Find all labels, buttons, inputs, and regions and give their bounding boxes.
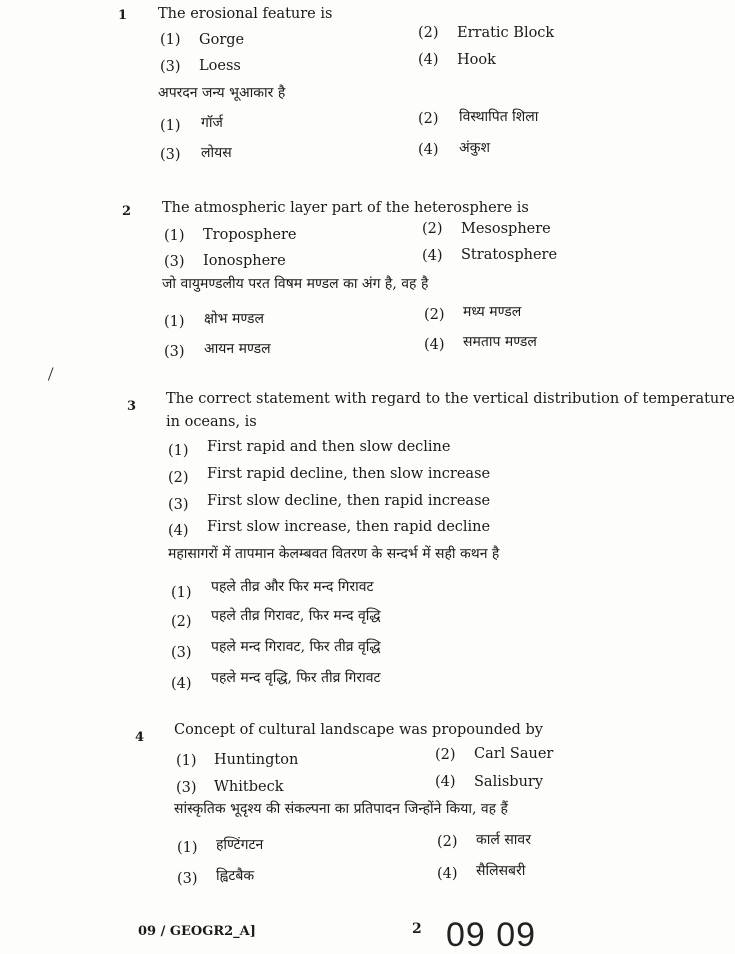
option-number: (2) — [418, 25, 439, 41]
option-number: (1) — [164, 314, 185, 330]
option-number: (1) — [176, 753, 197, 769]
option-text: Mesosphere — [461, 221, 551, 237]
option-text: ह्विटबैक — [216, 868, 255, 884]
option-number: (2) — [422, 221, 443, 237]
paper-stamp: 09 09 — [446, 916, 537, 954]
option-number: (3) — [164, 344, 185, 360]
scan-mark — [48, 367, 59, 383]
option-number: (3) — [160, 59, 181, 75]
option-number: (4) — [168, 523, 189, 539]
option-text: क्षोभ मण्डल — [204, 311, 264, 327]
option-text: Whitbeck — [214, 779, 284, 795]
option-text: पहले तीव्र गिरावट, फिर मन्द वृद्धि — [211, 608, 381, 624]
question-number: 2 — [122, 204, 132, 219]
option-text: Loess — [199, 58, 241, 74]
option-text: कार्ल सावर — [476, 832, 531, 848]
option-text: हण्टिंगटन — [216, 837, 264, 853]
option-number: (1) — [171, 585, 192, 601]
option-text: First rapid decline, then slow increase — [207, 466, 491, 482]
option-number: (4) — [171, 676, 192, 692]
option-number: (4) — [437, 866, 458, 882]
question-number: 3 — [127, 399, 137, 414]
option-number: (3) — [176, 780, 197, 796]
paper-code: 09 / GEOGR2_A] — [138, 924, 256, 939]
option-number: (3) — [160, 147, 181, 163]
option-text: सैलिसबरी — [476, 863, 526, 879]
option-text: विस्थापित शिला — [459, 109, 539, 125]
option-number: (4) — [418, 52, 439, 68]
option-number: (1) — [160, 118, 181, 134]
option-number: (1) — [160, 32, 181, 48]
option-number: (2) — [424, 307, 445, 323]
question-text-en: The atmospheric layer part of the heterosphere is — [162, 200, 529, 216]
option-text: First slow decline, then rapid increase — [207, 493, 491, 509]
option-text: Carl Sauer — [474, 746, 554, 762]
question-text-en-cont: in oceans, is — [166, 414, 257, 430]
option-text: Huntington — [214, 752, 299, 768]
option-number: (3) — [168, 497, 189, 513]
option-text: समताप मण्डल — [463, 334, 537, 350]
question-number: 4 — [135, 730, 145, 745]
option-number: (4) — [435, 774, 456, 790]
option-number: (1) — [177, 840, 198, 856]
option-text: Erratic Block — [457, 25, 555, 41]
option-number: (2) — [418, 111, 439, 127]
question-text-hi: महासागरों में तापमान केलम्बवत वितरण के सन्दर्भ में सही कथन है — [168, 546, 500, 562]
option-number: (4) — [422, 248, 443, 264]
option-number: (2) — [435, 747, 456, 763]
option-text: Gorge — [199, 32, 245, 48]
option-text: Troposphere — [203, 227, 297, 243]
option-text: Ionosphere — [203, 253, 286, 269]
option-number: (2) — [171, 614, 192, 630]
option-text: आयन मण्डल — [204, 341, 271, 357]
option-text: अंकुश — [459, 140, 490, 156]
question-number: 1 — [118, 8, 128, 23]
option-number: (3) — [171, 645, 192, 661]
question-text-en: The erosional feature is — [158, 6, 333, 22]
option-text: मध्य मण्डल — [463, 304, 522, 320]
option-text: पहले मन्द वृद्धि, फिर तीव्र गिरावट — [211, 670, 381, 686]
option-number: (1) — [164, 228, 185, 244]
question-text-hi: अपरदन जन्य भूआकार है — [158, 85, 286, 101]
option-text: Stratosphere — [461, 247, 558, 263]
question-text-hi: सांस्कृतिक भूदृश्य की संकल्पना का प्रतिपादन जिन्होंने किया, वह हैं — [174, 801, 508, 817]
question-text-hi: जो वायुमण्डलीय परत विषम मण्डल का अंग है, वह है — [162, 276, 429, 292]
option-text: Salisbury — [474, 774, 544, 790]
page-number: 2 — [412, 921, 422, 937]
option-text: गॉर्ज — [201, 115, 223, 131]
option-text: लोयस — [201, 145, 232, 161]
option-text: पहले मन्द गिरावट, फिर तीव्र वृद्धि — [211, 639, 381, 655]
option-number: (1) — [168, 443, 189, 459]
option-number: (3) — [177, 871, 198, 887]
option-text: First slow increase, then rapid decline — [207, 519, 491, 535]
option-number: (4) — [424, 337, 445, 353]
option-number: (3) — [164, 254, 185, 270]
option-text: First rapid and then slow decline — [207, 439, 451, 455]
option-number: (2) — [437, 834, 458, 850]
option-text: पहले तीव्र और फिर मन्द गिरावट — [211, 579, 374, 595]
question-text-en: The correct statement with regard to the vertical distribution of temperature — [166, 391, 735, 407]
option-text: Hook — [457, 52, 496, 68]
option-number: (4) — [418, 142, 439, 158]
option-number: (2) — [168, 470, 189, 486]
question-text-en: Concept of cultural landscape was propounded by — [174, 722, 543, 738]
